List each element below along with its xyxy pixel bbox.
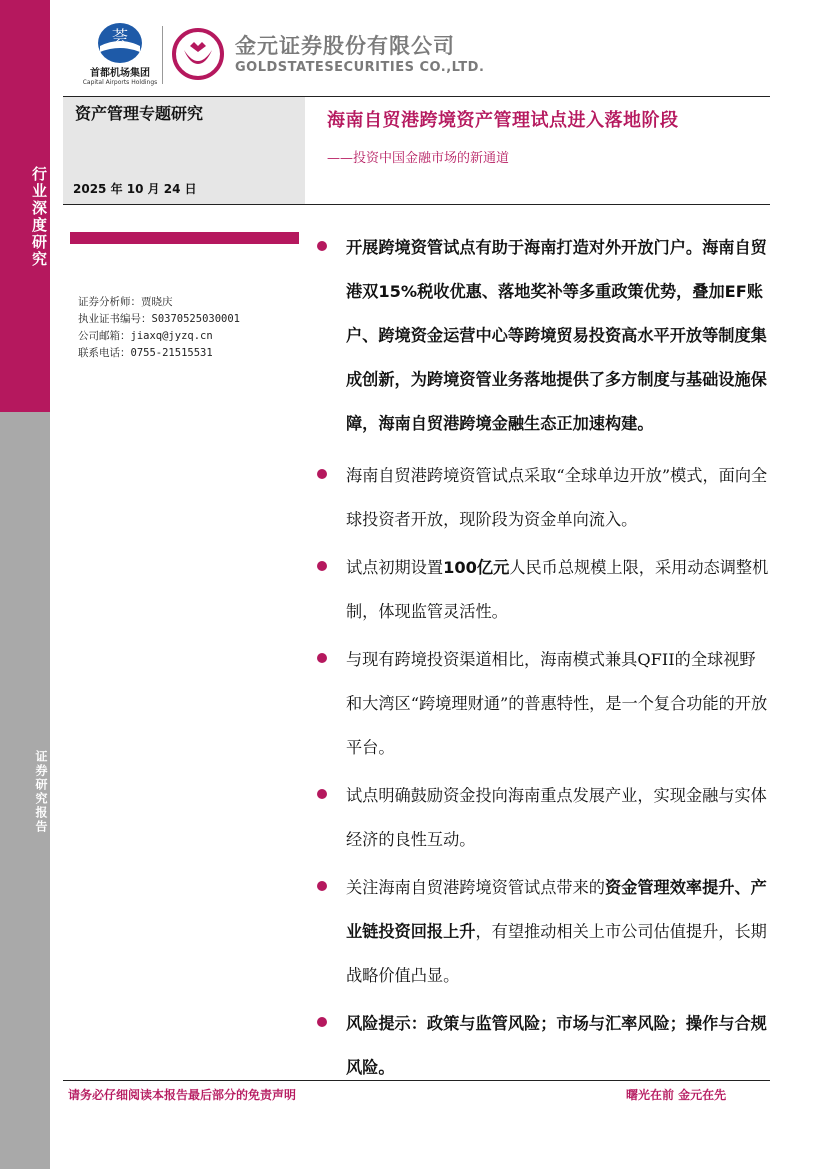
bullet-dot-icon	[317, 469, 327, 479]
report-title: 海南自贸港跨境资产管理试点进入落地阶段	[327, 110, 679, 131]
title-bottom-rule	[63, 204, 770, 205]
list-item-text: 试点明确鼓励资金投向海南重点发展产业，实现金融与实体经济的良性互动。	[346, 786, 767, 849]
goldstate-name-en: GOLDSTATESECURITIES CO.,LTD.	[235, 60, 485, 75]
list-item-text-pre: 关注海南自贸港跨境资管试点带来的	[346, 878, 605, 897]
report-date: 2025 年 10 月 24 日	[73, 182, 197, 196]
goldstate-name-cn: 金元证券股份有限公司	[235, 34, 455, 58]
report-subtitle: ——投资中国金融市场的新通道	[327, 151, 510, 166]
svg-text:荟: 荟	[111, 27, 129, 46]
report-type: 资产管理专题研究	[75, 104, 204, 123]
key-points-list	[316, 226, 770, 1090]
accent-bar	[70, 232, 299, 244]
bullet-dot-icon	[317, 241, 327, 251]
list-item-text-post: ，有望推动相关上市公司估值提升，长期战略价值凸显。	[346, 922, 767, 985]
analyst-cert: 执业证书编号：S0370525030001	[78, 313, 241, 325]
bullet-dot-icon	[317, 881, 327, 891]
side-label-industry: 行业深度研究	[30, 166, 48, 268]
list-item-text-bold: 100亿元	[443, 558, 510, 577]
list-item-text-pre: 试点初期设置	[346, 558, 444, 577]
list-item	[316, 866, 770, 998]
bullet-dot-icon	[317, 1017, 327, 1027]
footer-rule	[63, 1080, 770, 1081]
analyst-info	[78, 294, 240, 362]
bullet-dot-icon	[317, 653, 327, 663]
list-item	[316, 226, 770, 446]
list-item-text: 海南自贸港跨境资管试点采取“全球单边开放”模式，面向全球投资者开放，现阶段为资金单向流入。	[346, 466, 768, 529]
list-item	[316, 774, 770, 862]
side-label-report: 证券研究报告	[34, 750, 48, 834]
list-item	[316, 454, 770, 542]
capital-airports-ename: Capital Airports Holdings	[82, 79, 158, 86]
list-item-text-post: 人民币总规模上限，采用动态调整机制，体现监管灵活性。	[346, 558, 769, 621]
list-item	[316, 546, 770, 634]
list-item-text: 与现有跨境投资渠道相比，海南模式兼具QFII的全球视野和大湾区“跨境理财通”的普惠特性，是一个复合功能的开放平台。	[346, 650, 768, 757]
capital-airports-name: 首都机场集团	[90, 68, 150, 79]
analyst-name: 证券分析师：贾晓庆	[78, 296, 173, 308]
bullet-dot-icon	[317, 561, 327, 571]
analyst-email: 公司邮箱：jiaxq@jyzq.cn	[78, 330, 213, 342]
goldstate-logo-icon	[172, 28, 224, 80]
list-item-text: 开展跨境资管试点有助于海南打造对外开放门户。海南自贸港双15%税收优惠、落地奖补等多重政策优势，叠加EF账户、跨境资金运营中心等跨境贸易投资高水平开放等制度集成创新，为跨境资管业务落地提供了多方制度与基础设施保障，海南自贸港跨境金融生态正加速构建。	[346, 238, 767, 433]
list-item-text-bold: 资金管理效率提升、产业链投资回报上升	[346, 878, 767, 941]
list-item	[316, 1002, 770, 1090]
capital-airports-logo-icon	[97, 22, 143, 64]
analyst-phone: 联系电话：0755-21515531	[78, 347, 213, 359]
list-item-text: 风险提示：政策与监管风险；市场与汇率风险；操作与合规风险。	[346, 1014, 767, 1077]
list-item	[316, 638, 770, 770]
logo-divider	[162, 26, 163, 84]
capital-airports-logo	[75, 22, 165, 92]
footer-slogan: 曙光在前 金元在先	[626, 1088, 727, 1102]
footer-disclaimer: 请务必仔细阅读本报告最后部分的免责声明	[68, 1088, 297, 1102]
bullet-dot-icon	[317, 789, 327, 799]
